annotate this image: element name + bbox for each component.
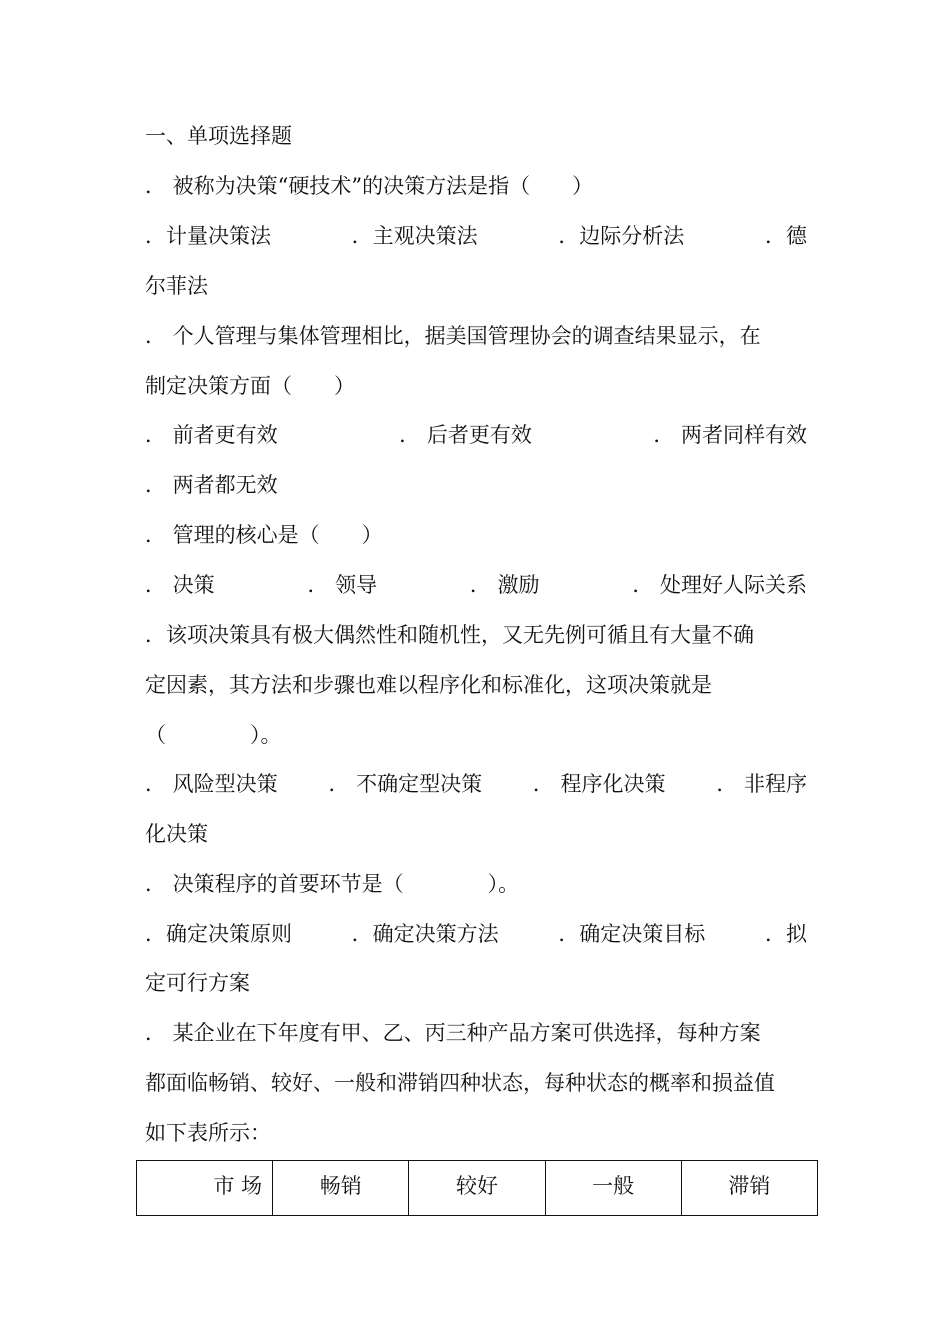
q1-option-b: ．主观决策法 [351, 224, 478, 248]
question-5-options [145, 921, 807, 947]
q3-option-b: ． 领导 [307, 573, 378, 597]
q5-option-d: ．拟 [764, 922, 807, 946]
q5-option-b: ．确定决策方法 [351, 922, 499, 946]
question-4-options [145, 771, 807, 797]
q1-option-a: ．计量决策法 [145, 224, 271, 248]
q4-option-d-wrap: 化决策 [145, 822, 208, 846]
q5-option-d-wrap: 定可行方案 [145, 971, 250, 995]
question-3-stem: ． 管理的核心是（ ） [145, 523, 383, 547]
market-state-table [136, 1160, 818, 1216]
q3-option-d: ． 处理好人际关系 [632, 573, 807, 597]
question-3-options [145, 572, 807, 598]
q4-option-c: ． 程序化决策 [532, 772, 666, 796]
table-header-cell: 较好 [409, 1161, 545, 1216]
q4-option-d: ． 非程序 [716, 772, 807, 796]
q3-option-a: ． 决策 [145, 573, 215, 597]
question-6-stem-line1: ． 某企业在下年度有甲、乙、丙三种产品方案可供选择，每种方案 [145, 1021, 761, 1045]
q4-option-b: ． 不确定型决策 [328, 772, 483, 796]
question-5-stem: ． 决策程序的首要环节是（ ）。 [145, 872, 520, 896]
question-6-stem-line3: 如下表所示： [145, 1121, 271, 1145]
question-4-stem-line2: 定因素，其方法和步骤也难以程序化和标准化，这项决策就是 [145, 673, 712, 697]
q1-option-c: ．边际分析法 [558, 224, 685, 248]
q2-option-d: ． 两者都无效 [145, 473, 278, 497]
question-6-stem-line2: 都面临畅销、较好、一般和滞销四种状态，每种状态的概率和损益值 [145, 1071, 775, 1095]
table-header-cell: 一般 [545, 1161, 681, 1216]
table-header-cell: 滞销 [681, 1161, 817, 1216]
q4-option-a: ． 风险型决策 [145, 772, 278, 796]
question-1-stem: ． 被称为决策“硬技术”的决策方法是指（ ） [145, 174, 594, 198]
q1-option-d-wrap: 尔菲法 [145, 274, 208, 298]
table-header-cell: 市 场 [137, 1161, 273, 1216]
question-4-stem-line1: ．该项决策具有极大偶然性和随机性，又无先例可循且有大量不确 [145, 623, 754, 647]
question-2-stem-line2: 制定决策方面（ ） [145, 374, 355, 398]
table-header-row [137, 1161, 818, 1216]
q2-option-c: ． 两者同样有效 [653, 423, 807, 447]
table-header-cell: 畅销 [273, 1161, 409, 1216]
q2-option-b: ． 后者更有效 [399, 423, 532, 447]
q5-option-c: ．确定决策目标 [558, 922, 706, 946]
question-2-stem-line1: ． 个人管理与集体管理相比，据美国管理协会的调查结果显示，在 [145, 324, 761, 348]
question-1-options [145, 223, 807, 249]
section-title: 一、单项选择题 [145, 124, 292, 148]
question-2-options [145, 422, 807, 448]
q5-option-a: ．确定决策原则 [145, 922, 292, 946]
question-4-stem-line3: （ ）。 [145, 723, 282, 747]
q1-option-d: ．德 [764, 224, 807, 248]
q2-option-a: ． 前者更有效 [145, 423, 278, 447]
q3-option-c: ． 激励 [469, 573, 540, 597]
